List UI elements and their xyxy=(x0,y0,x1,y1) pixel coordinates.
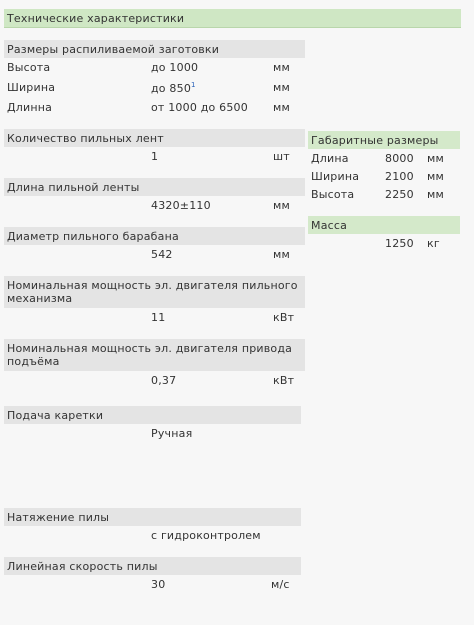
group-title: Диаметр пильного барабана xyxy=(7,230,179,243)
group-title: Номинальная мощность эл. двигателя пильного механизма xyxy=(7,279,298,305)
row-label: Ширина xyxy=(7,81,56,94)
row-unit: мм xyxy=(427,152,444,165)
row-value: 1250 xyxy=(385,237,414,250)
row-value: от 1000 до 6500 xyxy=(151,101,248,114)
row-unit: мм xyxy=(273,199,290,212)
row-label: Высота xyxy=(311,188,355,201)
row-unit: кВт xyxy=(273,374,295,387)
row-value: 0,37 xyxy=(151,374,177,387)
group-header-drum xyxy=(4,227,305,245)
row-value: 542 xyxy=(151,248,173,261)
group-header-tension xyxy=(4,508,301,526)
row-value: 2250 xyxy=(385,188,414,201)
group-title: Масса xyxy=(311,219,348,232)
group-title: Линейная скорость пилы xyxy=(7,560,158,573)
row-value: 2100 xyxy=(385,170,414,183)
group-header-blank-dimensions xyxy=(4,40,305,58)
group-title: Количество пильных лент xyxy=(7,132,164,145)
group-header-saw-count xyxy=(4,129,305,147)
row-label: Длина xyxy=(311,152,349,165)
row-value: 4320±110 xyxy=(151,199,211,212)
group-header-carriage xyxy=(4,406,301,424)
row-unit: мм xyxy=(427,188,444,201)
row-unit: мм xyxy=(273,101,290,114)
row-unit: мм xyxy=(273,248,290,261)
row-value: с гидроконтролем xyxy=(151,529,261,542)
row-label: Ширина xyxy=(311,170,360,183)
group-header-saw-length xyxy=(4,178,305,196)
group-header-overall-dimensions xyxy=(308,131,460,149)
group-title: Длина пильной ленты xyxy=(7,181,140,194)
row-label: Высота xyxy=(7,61,51,74)
row-value: 11 xyxy=(151,311,166,324)
row-label: Длинна xyxy=(7,101,53,114)
section-title: Технические характеристики xyxy=(7,12,185,25)
group-header-power-lift xyxy=(4,339,305,371)
footnote-link[interactable]: 1 xyxy=(191,81,196,89)
group-title: Подача каретки xyxy=(7,409,104,422)
row-unit: мм xyxy=(273,61,290,74)
group-title: Натяжение пилы xyxy=(7,511,110,524)
row-value: 30 xyxy=(151,578,166,591)
row-unit: кг xyxy=(427,237,440,250)
row-value: 8000 xyxy=(385,152,414,165)
group-header-speed xyxy=(4,557,301,575)
group-title: Размеры распиливаемой заготовки xyxy=(7,43,220,56)
row-value: 1 xyxy=(151,150,159,163)
section-header xyxy=(4,9,461,28)
group-title: Габаритные размеры xyxy=(311,134,439,147)
group-header-power-saw xyxy=(4,276,305,308)
group-title: Номинальная мощность эл. двигателя привода подъёма xyxy=(7,342,293,368)
row-unit: шт xyxy=(273,150,290,163)
row-unit: мм xyxy=(273,81,290,94)
row-unit: кВт xyxy=(273,311,295,324)
group-header-mass xyxy=(308,216,460,234)
row-unit: м/с xyxy=(271,578,290,591)
row-unit: мм xyxy=(427,170,444,183)
row-value xyxy=(151,81,196,95)
row-value: до 1000 xyxy=(151,61,199,74)
row-value: Ручная xyxy=(151,427,193,440)
row-value-text: до 850 xyxy=(151,82,192,95)
